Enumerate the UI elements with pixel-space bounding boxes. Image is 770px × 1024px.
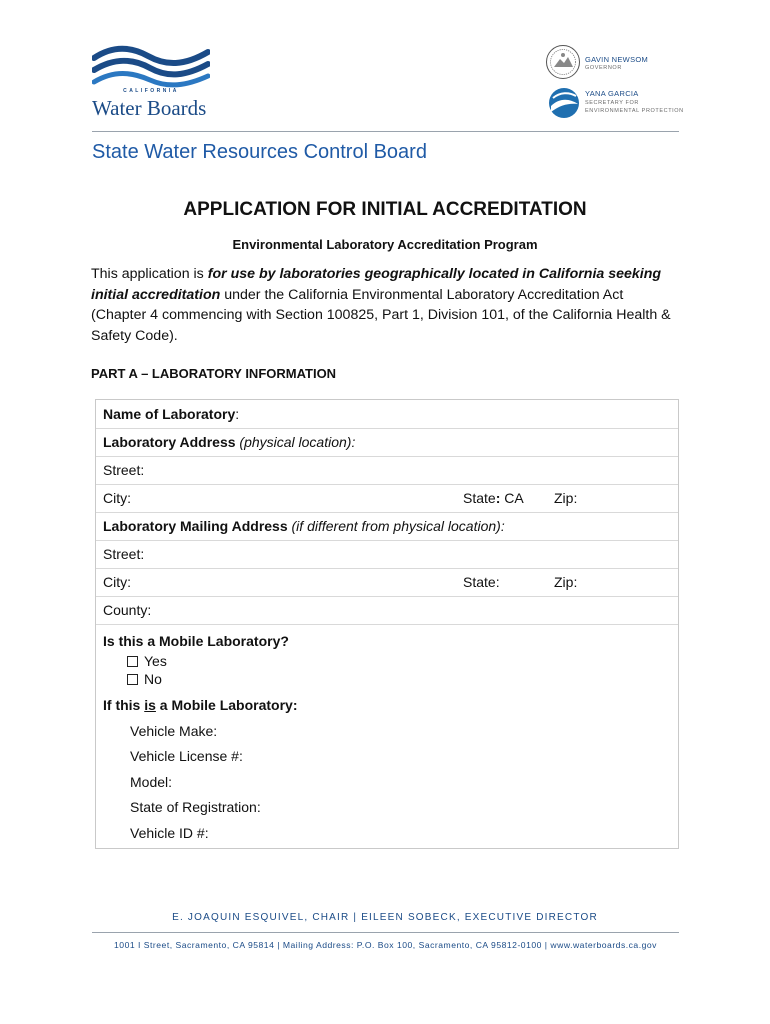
row-divider [96,540,678,541]
laboratory-info-form [95,399,679,849]
state-seal-icon [545,44,581,80]
governor-title: GOVERNOR [585,65,622,71]
zip-field[interactable]: Zip: [554,490,578,506]
calepa-logo-icon [547,86,581,120]
intro-text-end: under the California Environmental Laboratory Accreditation Act (Chapter 4 commencing with Section 100825, Part 1, Division 101, of the California Health & Safety Code). [91,286,671,344]
physical-address-heading [103,434,355,450]
model-field[interactable]: Model: [130,774,173,790]
vehicle-license-field[interactable]: Vehicle License #: [130,748,243,764]
logo-name: Water Boards [92,96,207,120]
mailing-state-field[interactable]: State: [463,574,500,590]
row-divider [96,456,678,457]
no-label: No [144,671,162,687]
physical-address-hint: (physical location): [235,434,356,450]
row-divider [96,512,678,513]
mailing-address-hint: (if different from physical location): [287,518,505,534]
physical-address-label: Laboratory Address [103,434,236,450]
lab-name-label: Name of Laboratory [103,406,236,422]
intro-text-start: This application is [91,266,208,282]
part-a-heading: PART A – LABORATORY INFORMATION [91,366,337,381]
mobile-no-option[interactable] [127,671,162,687]
lab-name-field[interactable] [103,406,239,422]
footer-officials: E. JOAQUIN ESQUIVEL, CHAIR | EILEEN SOBECK, EXECUTIVE DIRECTOR [172,912,598,923]
logo-caption: CALIFORNIA [123,88,179,94]
mailing-zip-field[interactable]: Zip: [554,574,578,590]
header-divider [92,131,679,132]
mobile-yes-option[interactable] [127,653,167,669]
yes-checkbox[interactable] [127,656,138,667]
if-mobile-is: is [144,697,156,713]
mailing-address-label: Laboratory Mailing Address [103,518,288,534]
lab-name-colon: : [235,406,240,422]
mobile-lab-question-text: Is this a Mobile Laboratory? [103,633,289,649]
row-divider [96,624,678,625]
county-field[interactable]: County: [103,602,152,618]
state-colon: : [495,490,501,506]
row-divider [96,568,678,569]
water-boards-logo [92,44,222,122]
row-divider [96,428,678,429]
mobile-lab-question [103,633,289,649]
city-field[interactable]: City: [103,490,131,506]
mailing-address-heading [103,518,505,534]
governor-name: GAVIN NEWSOM [585,55,649,64]
officials-block [545,44,695,120]
row-divider [96,484,678,485]
row-divider [96,596,678,597]
secretary-title: SECRETARY FOR ENVIRONMENTAL PROTECTION [585,100,684,114]
street-field[interactable]: Street: [103,462,145,478]
no-checkbox[interactable] [127,674,138,685]
mailing-street-field[interactable]: Street: [103,546,145,562]
mailing-city-field[interactable]: City: [103,574,131,590]
state-field[interactable] [463,490,524,506]
water-waves-logo-icon [92,44,210,88]
state-value: CA [500,490,524,506]
yes-label: Yes [144,653,167,669]
board-name: State Water Resources Control Board [92,141,427,163]
secretary-name: YANA GARCIA [585,89,639,98]
state-of-registration-field[interactable]: State of Registration: [130,799,261,815]
program-name: Environmental Laboratory Accreditation Program [232,237,538,252]
mobile-lab-section-heading [103,697,298,713]
vehicle-make-field[interactable]: Vehicle Make: [130,723,218,739]
if-mobile-text-a: If this [103,697,145,713]
if-mobile-text-b: a Mobile Laboratory: [155,697,298,713]
footer-address: 1001 I Street, Sacramento, CA 95814 | Mailing Address: P.O. Box 100, Sacramento, CA 95812-0100 | www.waterboards.ca.gov [114,940,657,950]
document-title: APPLICATION FOR INITIAL ACCREDITATION [183,199,587,220]
intro-emphasis: for use by laboratories geographically located in California seeking initial accreditation [91,266,662,303]
state-label: State [463,490,496,506]
intro-paragraph [91,264,681,346]
footer-divider [92,932,679,933]
vehicle-id-field[interactable]: Vehicle ID #: [130,825,209,841]
